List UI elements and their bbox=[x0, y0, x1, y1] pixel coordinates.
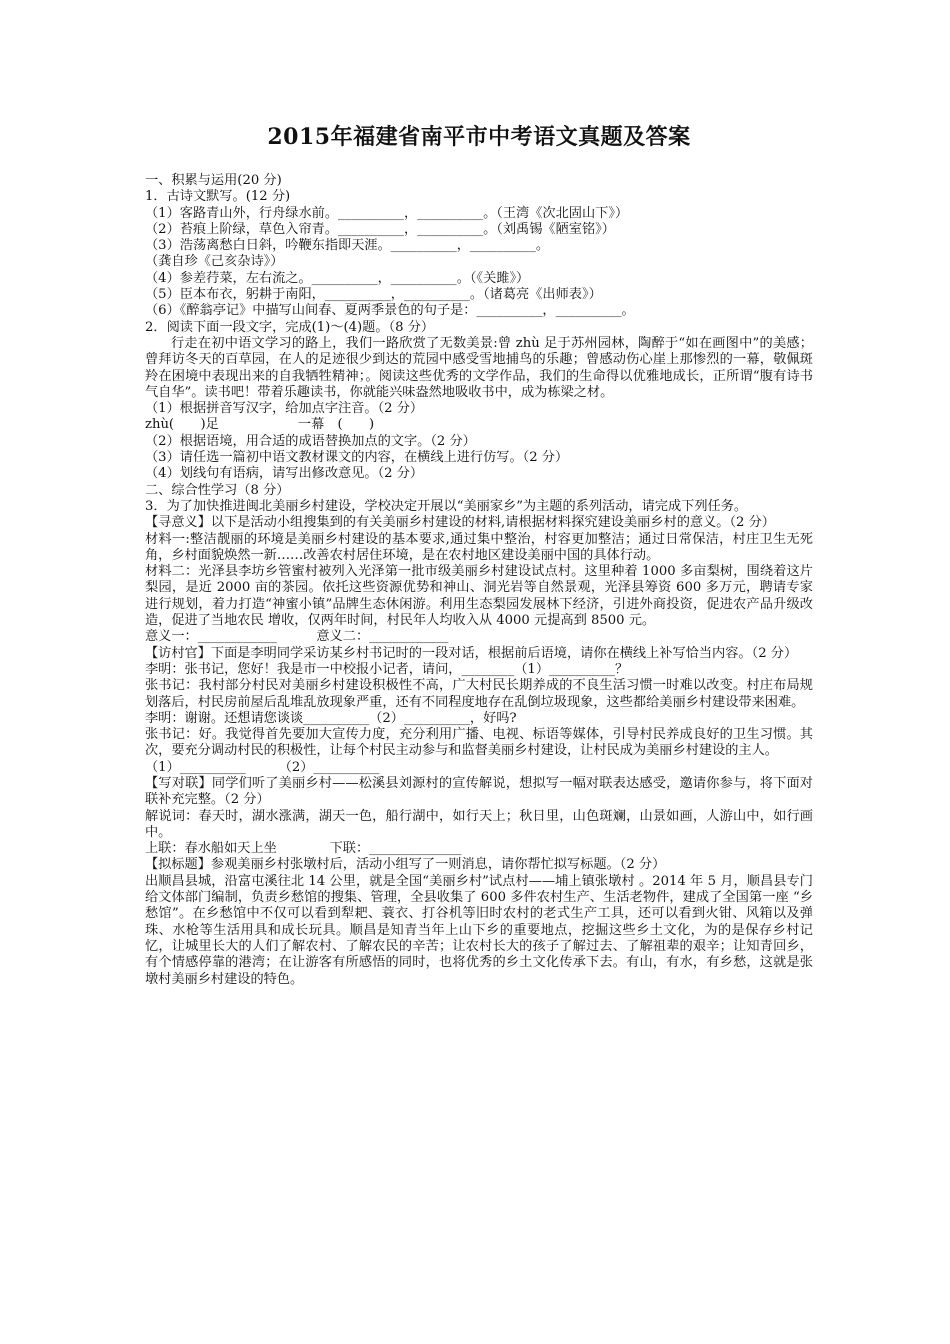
document-title: 2015年福建省南平市中考语文真题及答案 bbox=[267, 124, 691, 150]
question-item: （3）请任选一篇初中语文教材课文的内容，在横线上进行仿写。（2 分） bbox=[145, 450, 569, 466]
task-couplet: 【写对联】同学们听了美丽乡村——松溪县刘源村的宣传解说，想拟写一幅对联表达感受，邀请你参与，将下面对联补充完整。（2 分） bbox=[145, 775, 813, 808]
question-intro: 3．为了加快推进闽北美丽乡村建设，学校决定开展以“美丽家乡”为主题的系列活动，请完成下列任务。 bbox=[145, 498, 748, 514]
task-seek-meaning: 【寻意义】以下是活动小组搜集到的有关美丽乡村建设的材料,请根据材料探究建设美丽乡村的意义。（2 分） bbox=[145, 515, 775, 531]
answer-line: 上联：春水船如天上坐 下联：______________ bbox=[145, 841, 462, 857]
question-item: （4）参差荇菜，左右流之。__________，__________。（《关雎》） bbox=[145, 270, 530, 286]
question-item: zhù( )足 一幕 ( ) bbox=[145, 417, 375, 433]
question-item: （3）浩荡离愁白日斜，吟鞭东指即天涯。__________，__________。 bbox=[145, 238, 550, 254]
question-heading: 2．阅读下面一段文字，完成(1)～(4)题。（8 分） bbox=[145, 319, 435, 335]
material-one: 材料一:整洁靓丽的环境是美丽乡村建设的基本要求,通过集中整治，村容更加整洁；通过日常保洁，村庄卫生无死角，乡村面貌焕然一新……改善农村居住环境，是在农村地区建设美丽中国的具体行动。 bbox=[145, 531, 813, 563]
answer-line: （1）__________ （2）__________ bbox=[145, 759, 380, 775]
question-item: （1）根据拼音写汉字，给加点字注音。（2 分） bbox=[145, 401, 424, 417]
question-item: （6）《醉翁亭记》中描写山间春、夏两季景色的句子是：__________，__________。 bbox=[145, 303, 635, 319]
question-item: （4）划线句有语病，请写出修改意见。（2 分） bbox=[145, 466, 424, 482]
dialogue-line: 李明：张书记，您好！我是市一中校报小记者，请问，________（1）__________？ bbox=[145, 661, 629, 677]
task-visit-official: 【访村官】下面是李明同学采访某乡村书记时的一段对话，根据前后语境，请你在横线上补写恰当内容。（2 分） bbox=[145, 645, 798, 661]
question-heading: 1．古诗文默写。(12 分) bbox=[145, 189, 291, 205]
news-text: 出顺昌县城，沿富屯溪往北 14 公里，就是全国“美丽乡村”试点村——埔上镇张墩村 。2014 年 5 月，顺昌县专门给文体部门编制，负责乡愁馆的搜集、管理，全县收集了 600 多件农村生产、生活老物件，建成了全国第一座 “乡愁馆”。在乡愁馆中不仅可以看到犁耙、蓑衣、打谷机等旧时农村的老式生产工具，还可以看到火钳、风箱以及弹珠、水枪等生活用具和成长玩具。顺昌是知青当年上山下乡的重要地点，挖掘这些乡土文化，为的是保存乡村记忆，让城里长大的人们了解农村、了解农民的辛苦；让农村长大的孩子了解过去、了解祖辈的艰辛；让知青回乡，有个情感停靠的港湾；在让游客有所感悟的同时，也将优秀的乡土文化传承下去。有山，有水，有乡愁，这就是张墩村美丽乡村建设的特色。 bbox=[145, 873, 813, 987]
dialogue-line: 张书记：我村部分村民对美丽乡村建设积极性不高，广大村民长期养成的不良生活习惯一时难以改变。村庄布局规划落后，村民房前屋后乱堆乱放现象严重，还有不同程度地存在乱倒垃圾现象，这些都给美丽乡村建设带来困难。 bbox=[145, 678, 813, 710]
answer-line: 意义一：____________ 意义二：____________ bbox=[145, 629, 449, 645]
section-heading: 二、综合性学习（8 分） bbox=[145, 482, 290, 498]
commentary-text: 解说词：春天时，湖水涨满，湖天一色，船行湖中，如行天上；秋日里，山色斑斓，山景如画，人游山中，如行画中。 bbox=[145, 808, 813, 840]
question-item: （龚自珍《己亥杂诗》） bbox=[145, 254, 284, 270]
material-two: 材料二：光泽县李坊乡管蜜村被列入光泽第一批市级美丽乡村建设试点村。这里种着 1000 多亩梨树，围绕着这片梨园，是近 2000 亩的茶园。依托这些资源优势和神山、洞光岩等自然景观，光泽县筹资 600 多万元，聘请专家进行规划，着力打造“神蜜小镇”品牌生态休闲游。利用生态梨园发展林下经济，引进外商投资，促进农产品升级改造，促进了当地农民 增收，仅两年时间，村民年人均收入从 4000 元提高到 8500 元。 bbox=[145, 564, 813, 629]
question-item: （1）客路青山外，行舟绿水前。__________，__________。（王湾《次北固山下》） bbox=[145, 205, 629, 221]
task-headline: 【拟标题】参观美丽乡村张墩村后，活动小组写了一则消息，请你帮忙拟写标题。（2 分） bbox=[145, 857, 666, 873]
dialogue-line: 张书记：好。我觉得首先要加大宣传力度，充分利用广播、电视、标语等媒体，引导村民养成良好的卫生习惯。其次，要充分调动村民的积极性，让每个村民主动参与和监督美丽乡村建设，让村民成为美丽乡村建设的主人。 bbox=[145, 727, 813, 759]
question-item: （2）根据语境，用合适的成语替换加点的文字。（2 分） bbox=[145, 433, 476, 449]
reading-passage: 行走在初中语文学习的路上，我们一路欣赏了无数美景:曾 zhù 足于苏州园林，陶醉于“如在画图中”的美感；曾拜访冬天的百草园，在人的足迹很少到达的荒园中感受雪地捕鸟的乐趣；曾感动伤心崖上那惨烈的一幕，敬佩斑羚在困境中表现出来的自我牺牲精神；。阅读这些优秀的文学作品，我们的生命得以优雅地成长，正所谓“腹有诗书气自华”。读书吧！带着乐趣读书，你就能兴味盎然地吸收书中，成为栋梁之材。 bbox=[145, 335, 813, 400]
dialogue-line: 李明：谢谢。还想请您谈谈__________（2）__________，好吗? bbox=[145, 710, 517, 726]
section-heading: 一、积累与运用(20 分) bbox=[145, 173, 282, 188]
question-item: （2）苔痕上阶绿，草色入帘青。__________，__________。（刘禹锡《陋室铭》） bbox=[145, 221, 615, 237]
question-item: （5）臣本布衣，躬耕于南阳，__________，__________。（诸葛亮《出师表》） bbox=[145, 287, 602, 303]
document-page bbox=[145, 120, 813, 988]
